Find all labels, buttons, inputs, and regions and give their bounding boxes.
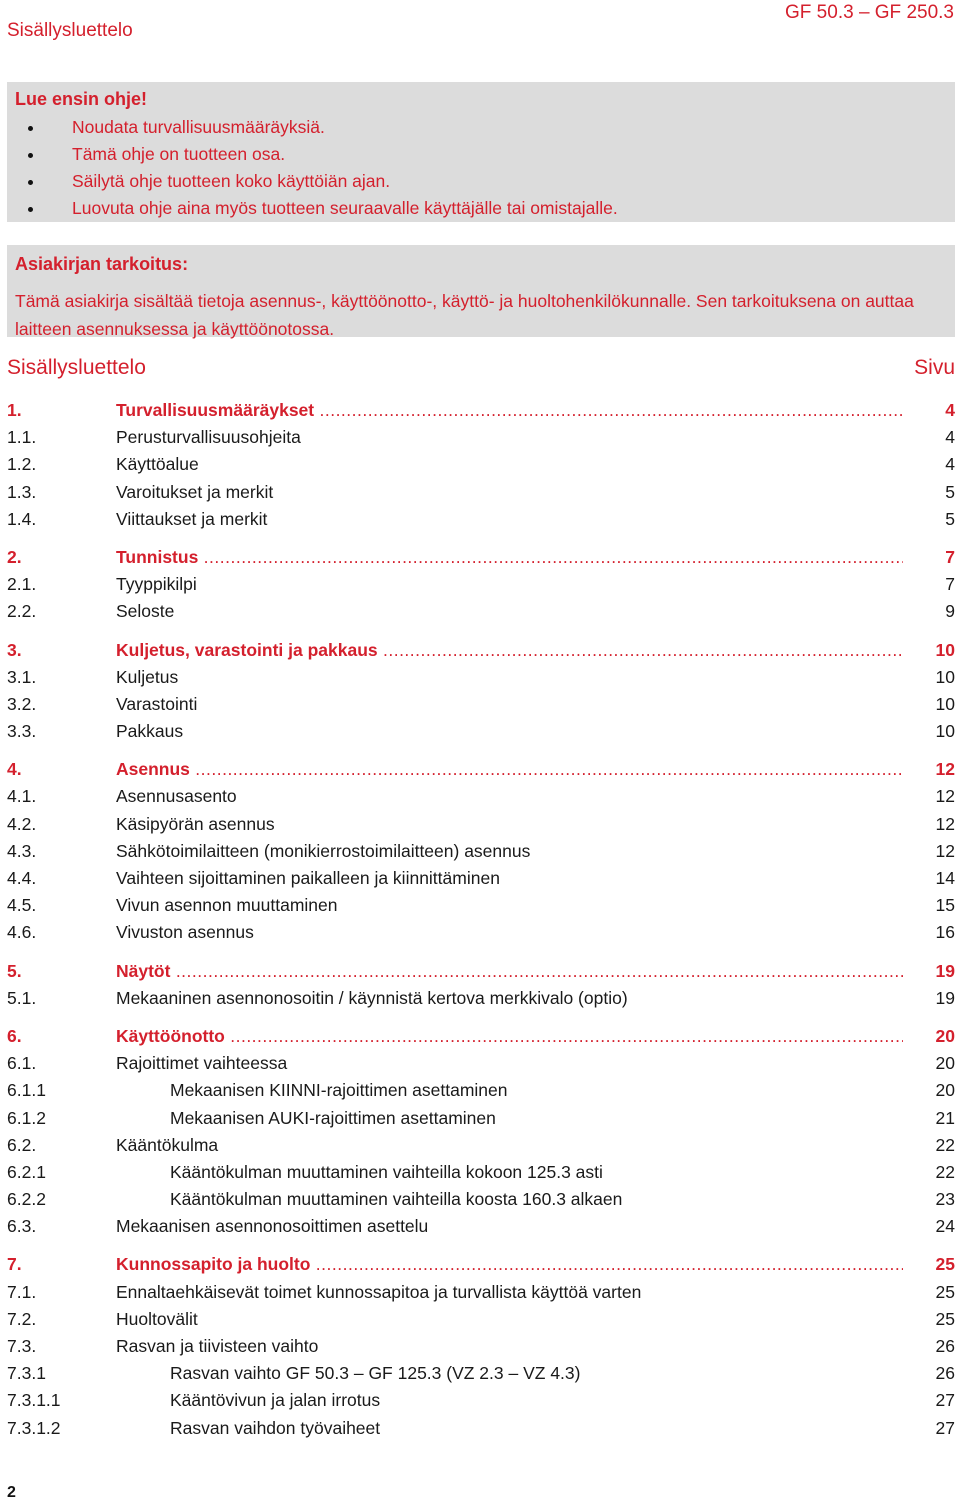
toc-entry-page: 4 — [945, 400, 955, 420]
toc-entry-number: 4.2. — [7, 813, 37, 834]
toc-entry-link[interactable] — [7, 1050, 955, 1077]
toc-chapter-link[interactable] — [7, 756, 955, 783]
toc-entry-number: 6.2.2 — [7, 1189, 46, 1210]
toc-entry-page: 22 — [935, 1134, 955, 1155]
toc-entry-number: 2.1. — [7, 574, 37, 595]
notice-item: Tämä ohje on tuotteen osa. — [15, 141, 947, 168]
toc-entry-number: 6.3. — [7, 1216, 37, 1237]
toc-entry-page: 4 — [945, 427, 955, 448]
toc-chapter-link[interactable] — [7, 1251, 955, 1278]
toc-entry-number: 7. — [7, 1254, 22, 1275]
toc-entry-title: Rasvan ja tiivisteen vaihto — [116, 1336, 319, 1356]
toc-entry-link[interactable] — [7, 919, 955, 946]
toc-entry-link[interactable] — [7, 451, 955, 478]
toc-entry-page: 7 — [945, 574, 955, 595]
toc-entry-page: 9 — [945, 601, 955, 622]
toc-entry-title: Mekaanisen AUKI-rajoittimen asettaminen — [170, 1107, 496, 1128]
toc-chapter-link[interactable] — [7, 397, 955, 424]
toc-entry-link[interactable] — [7, 1333, 955, 1360]
page-number: 2 — [7, 1484, 16, 1501]
toc-entry-page: 19 — [935, 987, 955, 1008]
toc-entry-link[interactable] — [7, 1213, 955, 1240]
toc-entry-page: 19 — [935, 960, 955, 981]
toc-entry-number: 1.1. — [7, 427, 37, 448]
toc-entry-page: 12 — [935, 813, 955, 834]
toc-entry-link[interactable] — [7, 1360, 955, 1387]
notice-item: Noudata turvallisuusmääräyksiä. — [15, 114, 947, 141]
toc-entry-page: 12 — [935, 840, 955, 861]
toc-entry-page: 12 — [935, 786, 955, 807]
toc-entry-page: 16 — [935, 922, 955, 943]
page-header — [0, 0, 960, 50]
toc-entry-title: Kääntökulman muuttaminen vaihteilla kokoon 125.3 asti — [170, 1161, 603, 1182]
toc-entry-number: 7.1. — [7, 1281, 37, 1302]
purpose-text: Tämä asiakirja sisältää tietoja asennus-, käyttöönotto-, käyttö- ja huoltohenkilökunnalle. Sen tarkoituksena on auttaa laitteen asennuksessa ja käyttöönotossa. — [15, 291, 914, 339]
toc-entry-page: 21 — [935, 1107, 955, 1128]
toc-entry-title: Sähkötoimilaitteen (monikierrostoimilaitteen) asennus — [116, 840, 531, 861]
toc-entry-number: 4.5. — [7, 895, 37, 916]
toc-entry-page: 5 — [945, 481, 955, 502]
toc-entry-link[interactable] — [7, 865, 955, 892]
toc-entry-title: Rajoittimet vaihteessa — [116, 1053, 288, 1074]
toc-entry-link[interactable] — [7, 1306, 955, 1333]
notice-item: Luovuta ohje aina myös tuotteen seuraavalle käyttäjälle tai omistajalle. — [15, 195, 947, 222]
toc-entry-page: 25 — [935, 1254, 955, 1275]
toc-entry-title: Kääntökulma — [116, 1134, 219, 1155]
toc-entry-title: Perusturvallisuusohjeita — [116, 427, 301, 448]
toc-entry-title: Seloste — [116, 601, 175, 622]
toc-entry-page: 24 — [935, 1216, 955, 1237]
toc-chapter-link[interactable] — [7, 637, 955, 664]
toc-entry-page: 25 — [935, 1281, 955, 1302]
toc-entry-page: 27 — [935, 1390, 955, 1411]
toc-entry-page: 14 — [935, 868, 955, 888]
toc-title: Sisällysluettelo — [7, 356, 146, 379]
toc-entry-title: Kääntökulman muuttaminen vaihteilla koosta 160.3 alkaen — [170, 1189, 623, 1210]
toc-entry-title: Käsipyörän asennus — [116, 813, 275, 834]
table-of-contents — [7, 397, 955, 1442]
toc-entry-title: Turvallisuusmääräykset ..... — [116, 397, 903, 424]
toc-entry-page: 7 — [945, 546, 955, 567]
toc-entry-number: 3.2. — [7, 693, 37, 714]
toc-entry-page: 20 — [935, 1025, 955, 1046]
toc-entry-number: 7.2. — [7, 1308, 37, 1329]
toc-entry-page: 10 — [935, 666, 955, 687]
toc-entry-title: Huoltovälit — [116, 1308, 198, 1329]
toc-entry-title: Käyttöalue — [116, 454, 199, 475]
toc-entry-link[interactable] — [7, 1186, 955, 1213]
toc-entry-number: 4.1. — [7, 786, 37, 807]
header-model: GF 50.3 – GF 250.3 — [785, 2, 954, 23]
toc-entry-title: Ennaltaehkäisevät toimet kunnossapitoa ja turvallista käyttöä varten — [116, 1281, 642, 1302]
toc-entry-link[interactable] — [7, 1159, 955, 1186]
toc-entry-number: 6.2.1 — [7, 1161, 46, 1182]
toc-entry-number: 1.4. — [7, 508, 37, 529]
toc-entry-link[interactable] — [7, 664, 955, 691]
toc-entry-link[interactable] — [7, 424, 955, 451]
toc-entry-number: 4.6. — [7, 922, 37, 943]
toc-chapter-link[interactable] — [7, 544, 955, 571]
toc-entry-title: Mekaaninen asennonosoitin / käynnistä kertova merkkivalo (optio) — [116, 987, 628, 1008]
toc-entry-number: 5.1. — [7, 987, 37, 1008]
toc-entry-link[interactable] — [7, 811, 955, 838]
toc-entry-link[interactable] — [7, 506, 955, 533]
toc-entry-page: 22 — [935, 1161, 955, 1182]
toc-entry-page: 10 — [935, 721, 955, 742]
toc-entry-link[interactable] — [7, 1387, 955, 1414]
header-title: Sisällysluettelo — [7, 20, 133, 41]
toc-entry-title: Vivun asennon muuttaminen — [116, 895, 338, 916]
notice-title: Lue ensin ohje! — [15, 89, 148, 109]
toc-entry-link[interactable] — [7, 1415, 955, 1442]
toc-entry-title: Viittaukset ja merkit — [116, 508, 268, 529]
toc-entry-title: Käyttöönotto ..... — [116, 1023, 903, 1050]
toc-entry-page: 4 — [945, 454, 955, 475]
toc-entry-link[interactable] — [7, 718, 955, 745]
toc-entry-page: 23 — [935, 1189, 955, 1210]
toc-entry-number: 2.2. — [7, 601, 37, 622]
toc-entry-number: 5. — [7, 960, 22, 981]
toc-entry-page: 10 — [935, 639, 955, 660]
toc-entry-title: Tunnistus ..... — [116, 544, 903, 571]
toc-entry-title: Vaihteen sijoittaminen paikalleen ja kiinnittäminen — [116, 868, 500, 888]
toc-entry-title: Kuljetus — [116, 666, 179, 687]
purpose-title: Asiakirjan tarkoitus: — [15, 254, 189, 274]
notice-item: Säilytä ohje tuotteen koko käyttöiän ajan. — [15, 168, 947, 195]
toc-entry-title: Pakkaus — [116, 721, 184, 742]
toc-entry-link[interactable] — [7, 479, 955, 506]
toc-entry-number: 6.1.2 — [7, 1107, 46, 1128]
toc-entry-number: 6. — [7, 1025, 22, 1046]
toc-entry-page: 5 — [945, 508, 955, 529]
toc-entry-title: Tyyppikilpi — [116, 574, 197, 595]
toc-entry-link[interactable] — [7, 598, 955, 625]
notice-box — [7, 82, 955, 222]
toc-entry-number: 1.3. — [7, 481, 37, 502]
toc-entry-page: 20 — [935, 1080, 955, 1101]
toc-entry-page: 10 — [935, 693, 955, 714]
toc-entry-number: 1. — [7, 400, 22, 420]
toc-entry-number: 7.3.1 — [7, 1363, 46, 1384]
toc-entry-page: 27 — [935, 1417, 955, 1438]
toc-entry-number: 4.3. — [7, 840, 37, 861]
toc-entry-title: Kuljetus, varastointi ja pakkaus ..... — [116, 637, 903, 664]
toc-entry-title: Mekaanisen asennonosoittimen asettelu — [116, 1216, 429, 1237]
toc-entry-link[interactable] — [7, 571, 955, 598]
toc-entry-page: 26 — [935, 1363, 955, 1384]
notice-list — [15, 114, 947, 222]
toc-entry-link[interactable] — [7, 783, 955, 810]
toc-entry-page: 25 — [935, 1308, 955, 1329]
toc-entry-number: 3.1. — [7, 666, 37, 687]
toc-entry-number: 1.2. — [7, 454, 37, 475]
toc-entry-title: Mekaanisen KIINNI-rajoittimen asettaminen — [170, 1080, 508, 1101]
toc-chapter-link[interactable] — [7, 1023, 955, 1050]
toc-entry-number: 3.3. — [7, 721, 37, 742]
toc-header — [7, 356, 955, 386]
toc-entry-page: 15 — [935, 895, 955, 916]
toc-entry-link[interactable] — [7, 838, 955, 865]
toc-entry-page: 12 — [935, 759, 955, 780]
toc-entry-number: 6.1. — [7, 1053, 37, 1074]
toc-entry-number: 4.4. — [7, 868, 37, 888]
toc-entry-number: 3. — [7, 639, 22, 660]
toc-entry-number: 7.3.1.1 — [7, 1390, 61, 1411]
toc-entry-title: Rasvan vaihdon työvaiheet — [170, 1417, 381, 1438]
toc-entry-page: 26 — [935, 1336, 955, 1356]
toc-entry-number: 7.3.1.2 — [7, 1417, 61, 1438]
toc-entry-title: Asennusasento — [116, 786, 237, 807]
toc-entry-link[interactable] — [7, 1105, 955, 1132]
toc-entry-link[interactable] — [7, 1279, 955, 1306]
toc-entry-title: Näytöt ..... — [116, 958, 903, 985]
toc-entry-number: 6.2. — [7, 1134, 37, 1155]
toc-page-header: Sivu — [914, 356, 955, 379]
toc-entry-link[interactable] — [7, 892, 955, 919]
toc-entry-number: 4. — [7, 759, 22, 780]
toc-entry-number: 6.1.1 — [7, 1080, 46, 1101]
toc-entry-title: Asennus ..... — [116, 756, 903, 783]
purpose-box — [7, 245, 955, 337]
toc-entry-link[interactable] — [7, 985, 955, 1012]
toc-entry-title: Varastointi — [116, 693, 198, 714]
toc-entry-title: Kunnossapito ja huolto ..... — [116, 1251, 903, 1278]
toc-entry-page: 20 — [935, 1053, 955, 1074]
toc-entry-number: 7.3. — [7, 1336, 37, 1356]
toc-entry-link[interactable] — [7, 1132, 955, 1159]
toc-entry-title: Varoitukset ja merkit — [116, 481, 274, 502]
toc-entry-number: 2. — [7, 546, 22, 567]
toc-entry-link[interactable] — [7, 1077, 955, 1104]
toc-entry-link[interactable] — [7, 691, 955, 718]
toc-chapter-link[interactable] — [7, 958, 955, 985]
toc-entry-title: Kääntövivun ja jalan irrotus — [170, 1390, 381, 1411]
toc-entry-title: Vivuston asennus — [116, 922, 254, 943]
toc-entry-title: Rasvan vaihto GF 50.3 – GF 125.3 (VZ 2.3 – VZ 4.3) — [170, 1363, 581, 1384]
